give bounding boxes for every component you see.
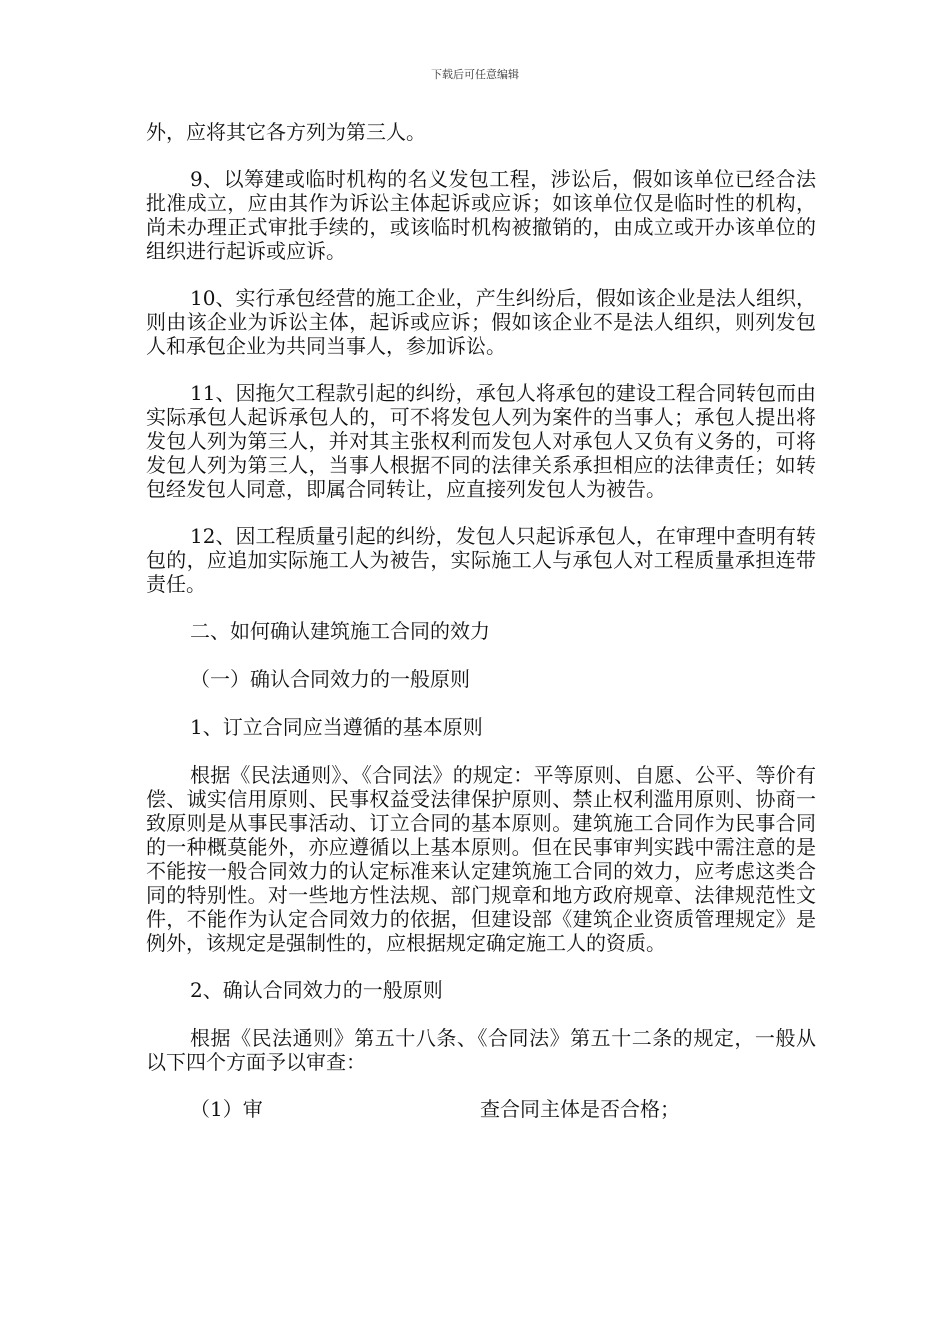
subheading-general-principles: 2、确认合同效力的一般原则 [190,978,443,1002]
paragraph-item-10: 10、实行承包经营的施工企业，产生纠纷后，假如该企业是法人组织，则由该企业为诉讼主体，起诉或应诉；假如该企业不是法人组织，则列发包人和承包企业为共同当事人，参加诉讼。 [146,286,816,358]
list-item-1-right: 查合同主体是否合格； [480,1097,680,1121]
paragraph-item-12: 12、因工程质量引起的纠纷，发包人只起诉承包人，在审理中查明有转包的，应追加实际施工人为被告，实际施工人与承包人对工程质量承担连带责任。 [146,524,816,596]
subheading-basic-principles: 1、订立合同应当遵循的基本原则 [190,715,483,739]
document-body [146,120,816,1121]
section-heading-2: 二、如何确认建筑施工合同的效力 [190,619,490,643]
paragraph-continuation: 外，应将其它各方列为第三人。 [146,120,426,144]
paragraph-item-11: 11、因拖欠工程款引起的纠纷，承包人将承包的建设工程合同转包而由实际承包人起诉承包人的，可不将发包人列为案件的当事人；承包人提出将发包人列为第三人，并对其主张权利而发包人对承包人又负有义务的，可将发包人列为第三人，当事人根据不同的法律关系承担相应的法律责任；如转包经发包人同意，即属合同转让，应直接列发包人为被告。 [146,381,816,501]
page-header: 下载后可任意编辑 [431,68,519,81]
paragraph-review-aspects: 根据《民法通则》第五十八条、《合同法》第五十二条的规定，一般从以下四个方面予以审查： [146,1026,816,1074]
list-item-1-left: （1）审 [190,1097,263,1121]
paragraph-item-9: 9、以筹建或临时机构的名义发包工程，涉讼后，假如该单位已经合法批准成立，应由其作为诉讼主体起诉或应诉；如该单位仅是临时性的机构，尚未办理正式审批手续的，或该临时机构被撤销的，由成立或开办该单位的组织进行起诉或应诉。 [146,167,816,263]
paragraph-basic-principles: 根据《民法通则》、《合同法》的规定：平等原则、自愿、公平、等价有偿、诚实信用原则、民事权益受法律保护原则、禁止权利滥用原则、协商一致原则是从事民事活动、订立合同的基本原则。建筑施工合同作为民事合同的一种概莫能外，亦应遵循以上基本原则。但在民事审判实践中需注意的是不能按一般合同效力的认定标准来认定建筑施工合同的效力，应考虑这类合同的特别性。对一些地方性法规、部门规章和地方政府规章、法律规范性文件，不能作为认定合同效力的依据，但建设部《建筑企业资质管理规定》是例外，该规定是强制性的，应根据规定确定施工人的资质。 [146,763,816,955]
subsection-heading-1: （一）确认合同效力的一般原则 [190,667,470,691]
list-item-1 [146,1097,816,1121]
